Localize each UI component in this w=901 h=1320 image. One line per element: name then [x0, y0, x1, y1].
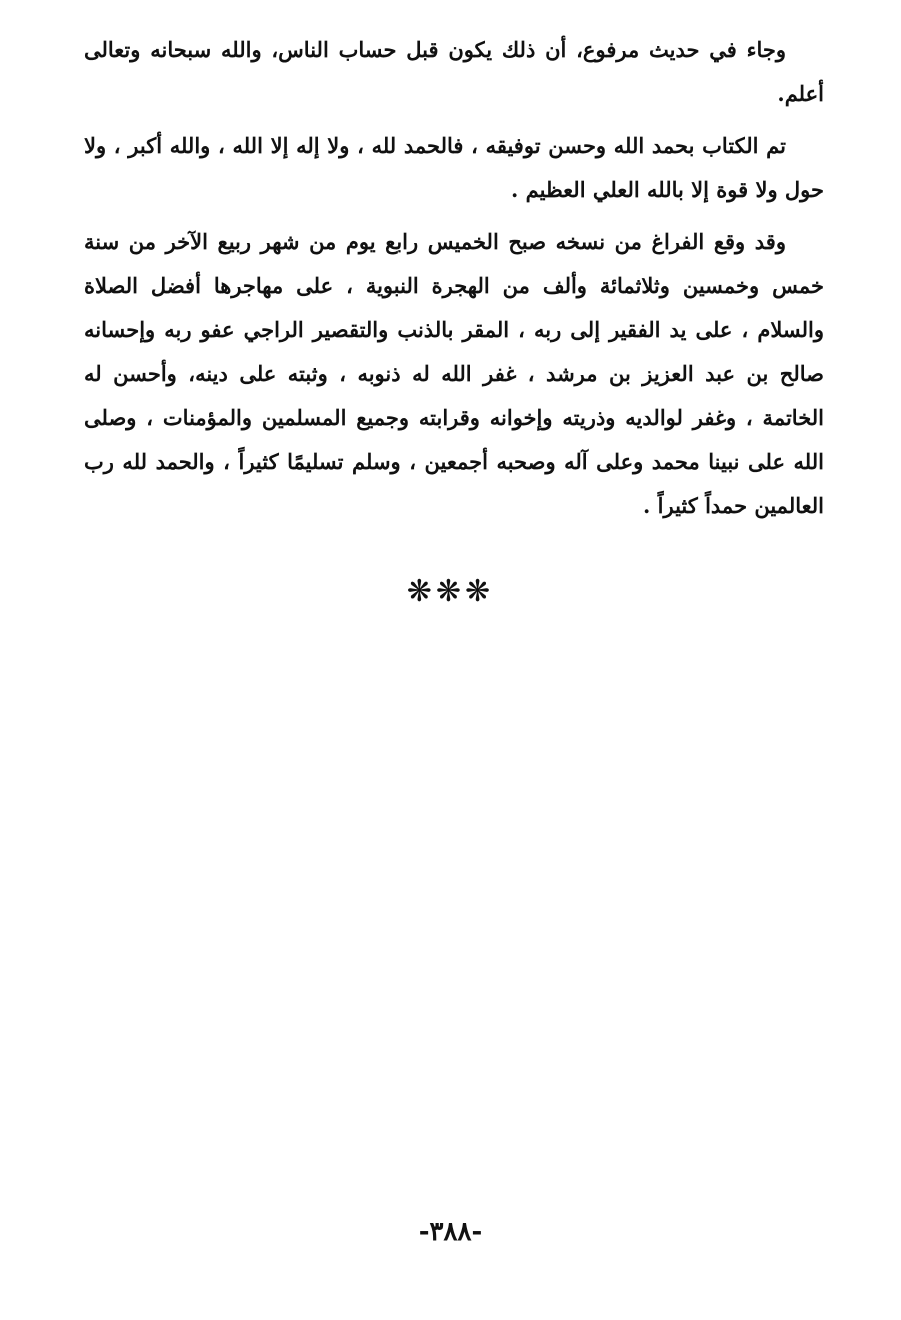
section-end-ornament: ❋❋❋ — [406, 574, 495, 609]
paragraph-book-completion: تم الكتاب بحمد الله وحسن توفيقه ، فالحمد لله ، ولا إله إلا الله ، والله أكبر ، ولا حول ولا قوة إلا بالله العلي العظيم . — [84, 133, 824, 202]
paragraph-hadith: وجاء في حديث مرفوع، أن ذلك يكون قبل حساب الناس، والله سبحانه وتعالى أعلم. — [84, 37, 824, 106]
paragraph-colophon: وقد وقع الفراغ من نسخه صبح الخميس رابع يوم من شهر ربيع الآخر من سنة خمس وخمسين وثلاثمائة وألف من الهجرة النبوية ، على مهاجرها أفضل الصلاة والسلام ، على يد الفقير إلى ربه ، المقر بالذنب والتقصير الراجي عفو ربه وإحسانه صالح بن عبد العزيز بن مرشد ، غفر الله له ذنوبه ، وثبته على دينه، وأحسن له الخاتمة ، وغفر لوالديه وذريته وإخوانه وقرابته وجميع المسلمين والمؤمنات ، وصلى الله على نبينا محمد وعلى آله وصحبه أجمعين ، وسلم تسليمًا كثيراً ، والحمد لله رب العالمين حمداً كثيراً . — [84, 229, 824, 518]
page-number: -٣٨٨- — [418, 1217, 483, 1247]
body-text — [84, 28, 824, 536]
